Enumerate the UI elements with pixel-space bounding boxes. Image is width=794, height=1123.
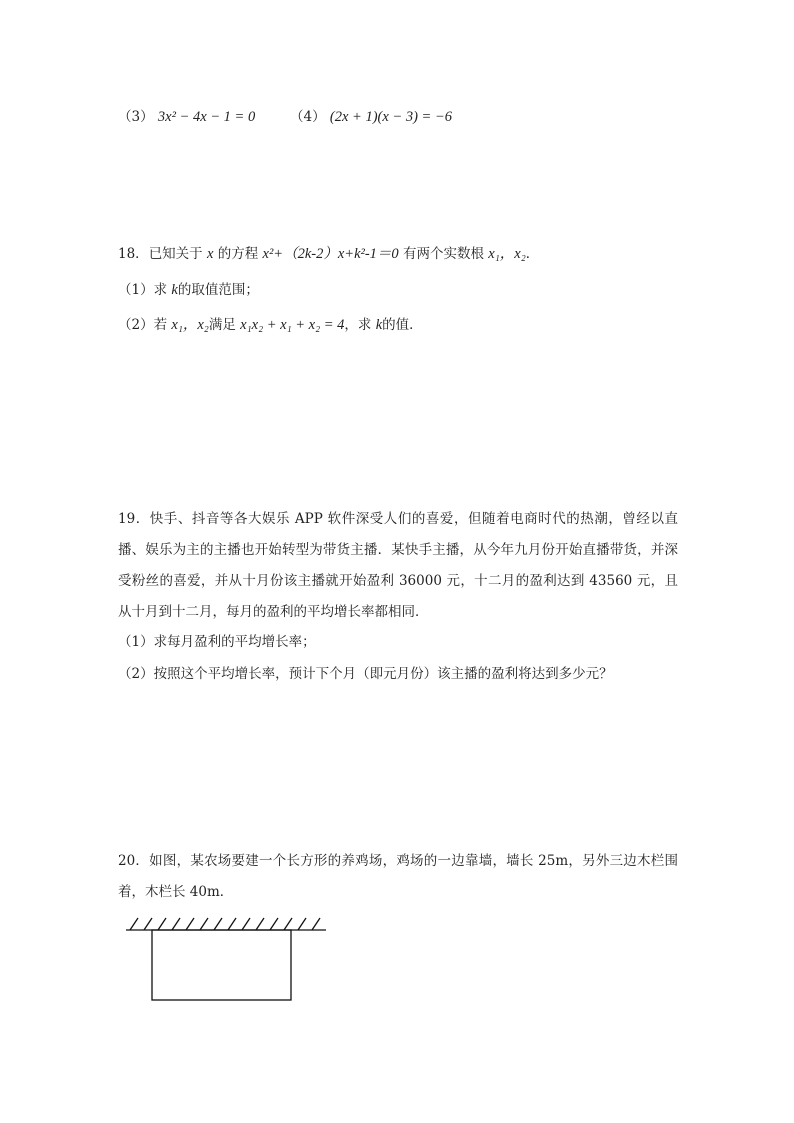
q19-part1: （1）求每月盈利的平均增长率；	[118, 634, 316, 650]
q19-part2: （2）按照这个平均增长率，预计下个月（即元月份）该主播的盈利将达到多少元？	[118, 666, 613, 682]
q18-stem-a: 已知关于	[148, 246, 203, 262]
q18-part2-text-b: 满足	[208, 317, 236, 333]
q18-roots: x₁，x₂	[488, 246, 526, 262]
q18-part1	[118, 280, 259, 300]
q18-part2-text-d: 的值．	[382, 317, 423, 333]
q20-stem: 20．如图，某农场要建一个长方形的养鸡场，鸡场的一边靠墙，墙长 25m，另外三边木栏围着，木栏长 40m．	[118, 853, 678, 900]
q18-stem-end: ．	[525, 246, 540, 262]
q17-part3	[118, 107, 255, 127]
coop-figure	[124, 912, 334, 1008]
q18-part2-var: k	[375, 317, 383, 333]
q17-part4-equation: (2x + 1)(x − 3) = −6	[329, 109, 452, 125]
q17-part4-label: （4）	[290, 109, 326, 125]
q17-part3-equation: 3x² − 4x − 1 = 0	[157, 109, 256, 125]
q18-part1-label: （1）	[118, 282, 154, 298]
q18-part1-text-b: 的取值范围；	[177, 282, 259, 298]
q19-stem: 19．快手、抖音等各大娱乐 APP 软件深受人们的喜爱，但随着电商时代的热潮，曾经以直播、娱乐为主的主播也开始转型为带货主播．某快手主播，从今年九月份开始直播带货，并深受粉丝的喜爱，并从十月份该主播就开始盈利 36000 元，十二月的盈利达到 43560 元，且从十月到十二月，每月的盈利的平均增长率都相同．	[118, 511, 678, 620]
q18-number: 18．	[118, 246, 149, 262]
q18-part2-text-a: 若	[153, 317, 168, 333]
q18-part2-roots: x₁，x₂	[171, 317, 209, 333]
q18-stem-b: 的方程	[217, 246, 259, 262]
q18-part1-var: k	[171, 282, 178, 298]
q18-equation: x²+（2k-2）x+k²-1＝0	[262, 246, 399, 262]
q18-part2-equation: x₁x₂ + x₁ + x₂ = 4	[240, 317, 345, 333]
q18-var-x: x	[206, 246, 214, 262]
q18-part2	[118, 315, 423, 335]
q18-stem	[118, 244, 539, 264]
wall-hatching	[130, 918, 320, 930]
q17-part4	[290, 107, 452, 127]
q18-part2-text-c: ，求	[344, 317, 372, 333]
q18-part1-text-a: 求	[153, 282, 168, 298]
q18-stem-c: 有两个实数根	[402, 246, 484, 262]
q18-part2-label: （2）	[118, 317, 154, 333]
coop-rectangle	[152, 930, 291, 1000]
q17-part3-label: （3）	[118, 109, 154, 125]
coop-diagram	[124, 912, 334, 1004]
